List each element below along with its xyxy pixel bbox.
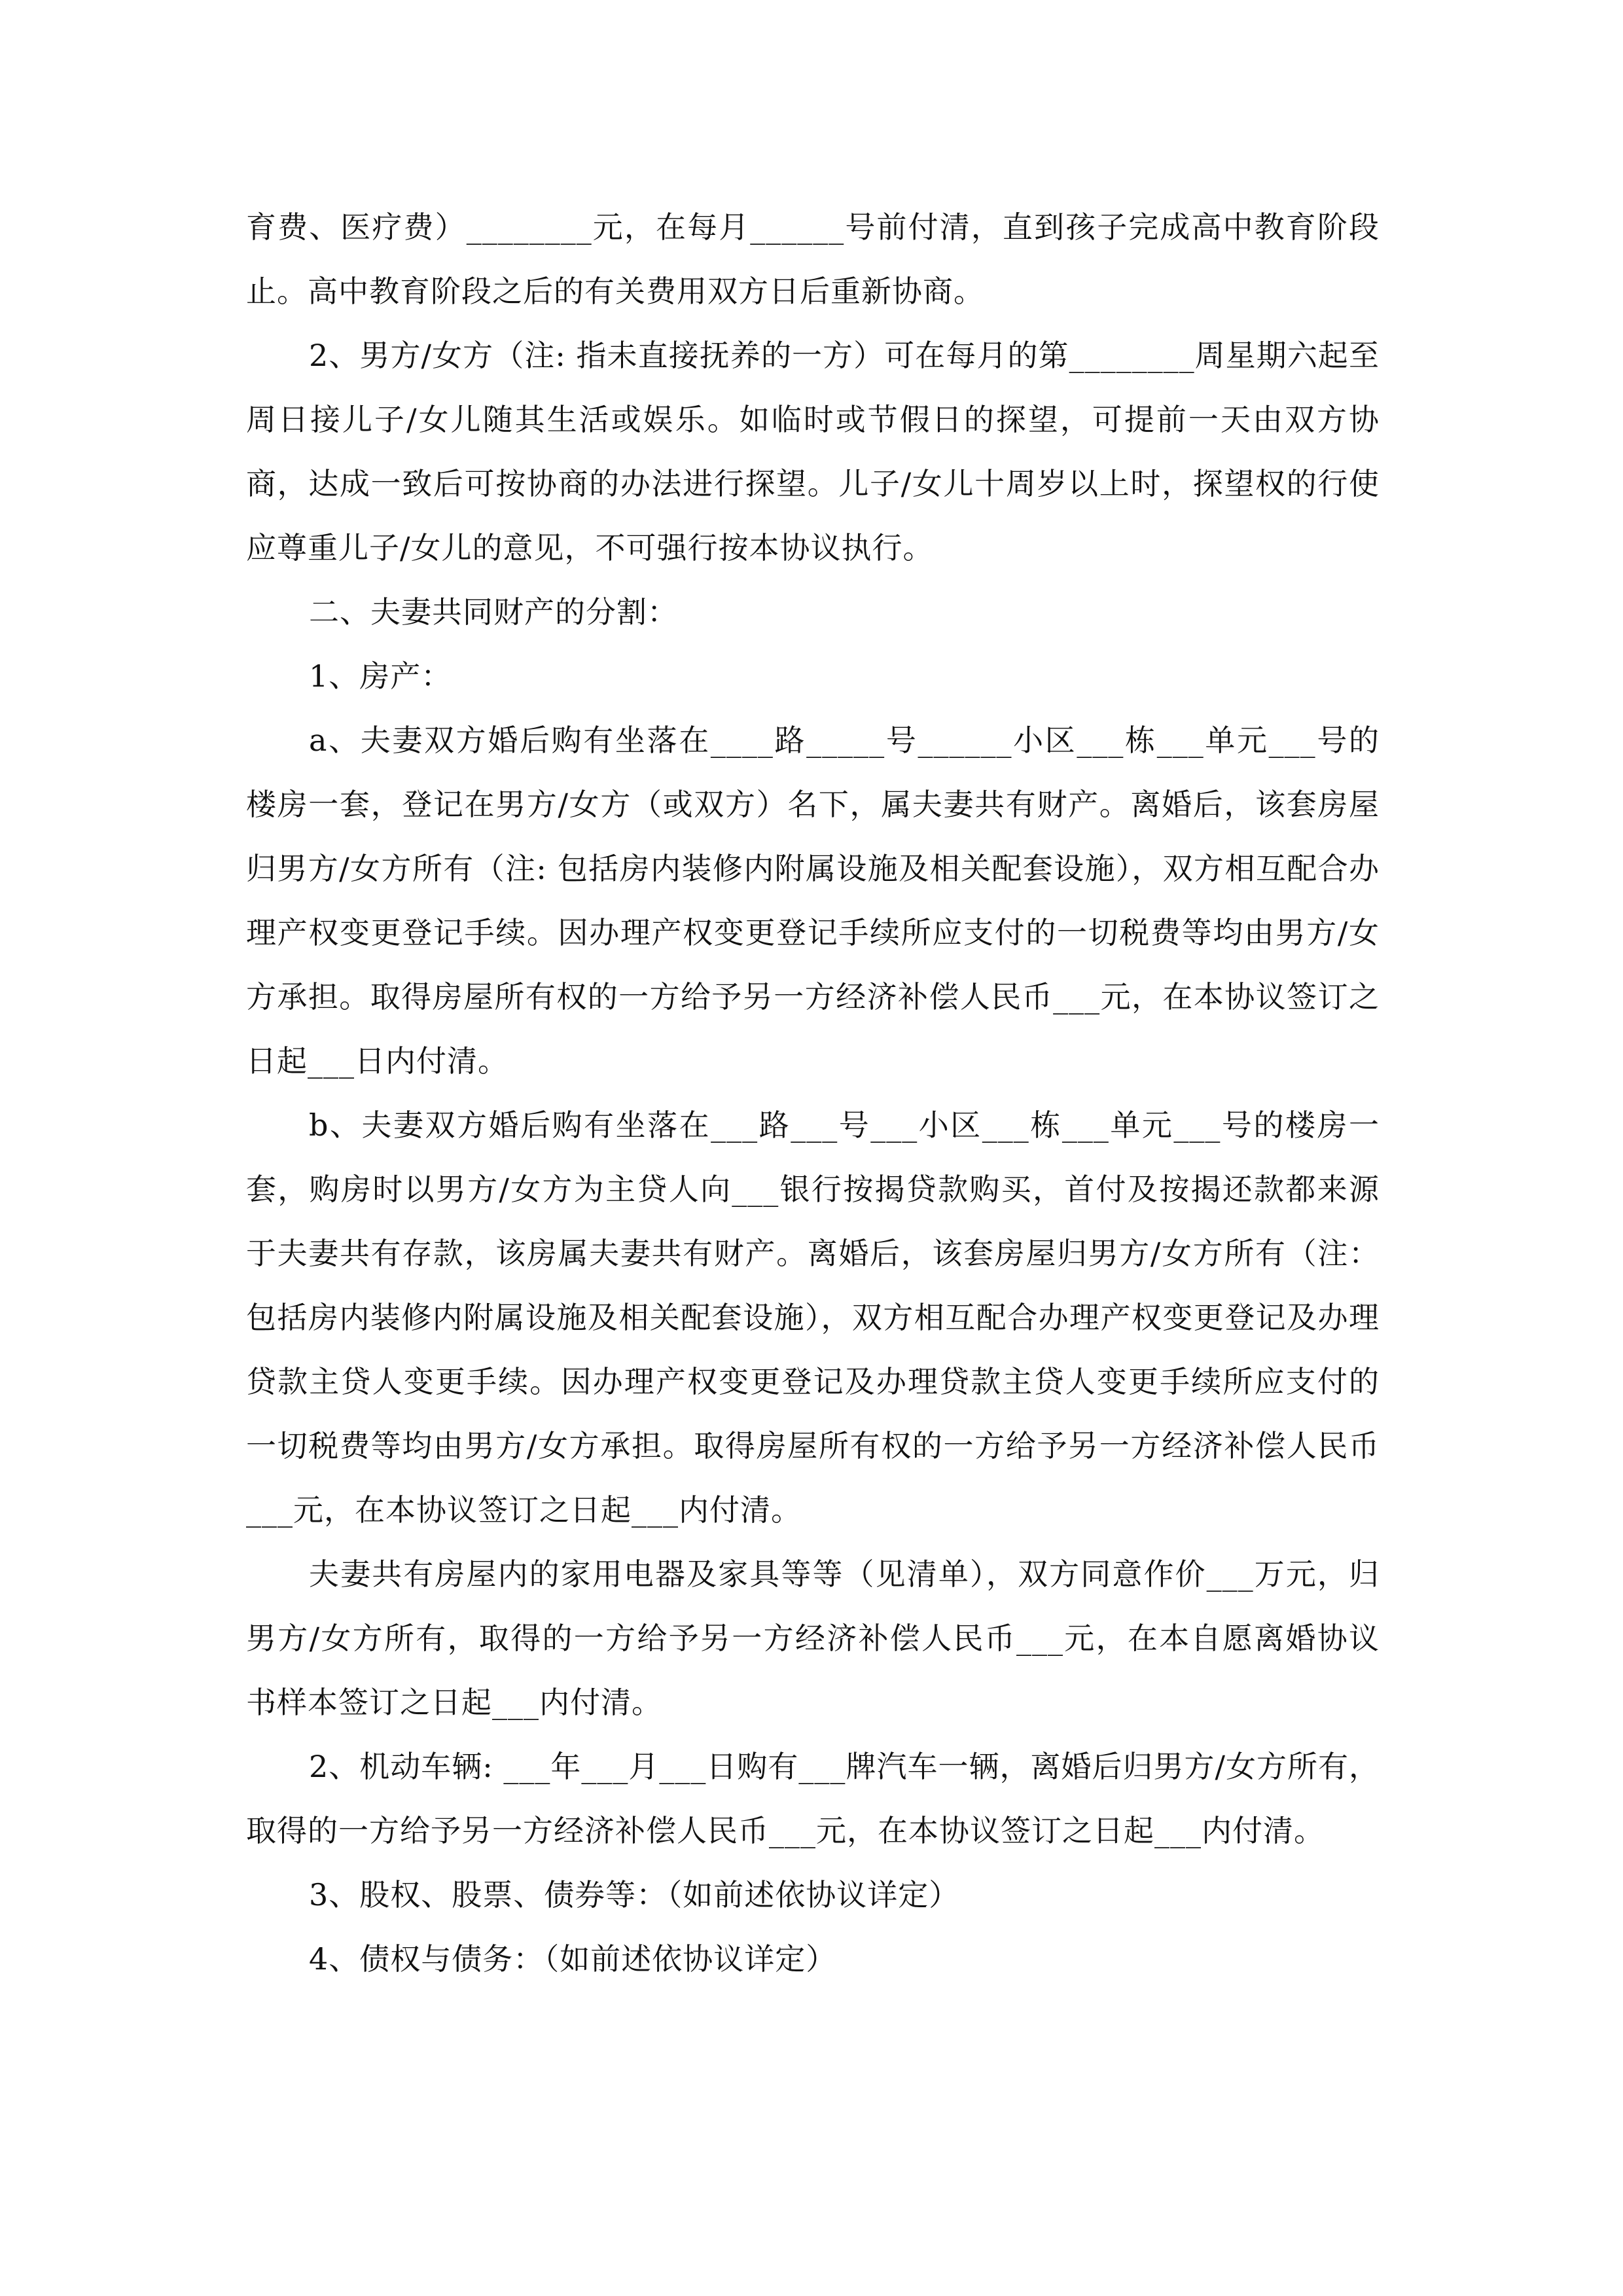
document-body — [246, 195, 1380, 1991]
paragraph-child-support-end: 育费、医疗费）________元，在每月______号前付清，直到孩子完成高中教育阶段止。高中教育阶段之后的有关费用双方日后重新协商。 — [246, 209, 1380, 309]
paragraph-house-a: a、夫妻双方婚后购有坐落在____路_____号______小区___栋___单元___号的楼房一套，登记在男方/女方（或双方）名下，属夫妻共有财产。离婚后，该套房屋归男方/女方所有（注: 包括房内装修内附属设施及相关配套设施），双方相互配合办理产权变更登记手续。因办理产权变更登记手续所应支付的一切税费等均由男方/女方承担。取得房屋所有权的一方给予另一方经济补偿人民币___元，在本协议签订之日起___日内付清。 — [246, 723, 1380, 1079]
subsection-heading-real-estate: 1、房产： — [309, 658, 452, 694]
paragraph-motor-vehicle: 2、机动车辆: ___年___月___日购有___牌汽车一辆，离婚后归男方/女方所有，取得的一方给予另一方经济补偿人民币___元，在本协议签订之日起___内付清。 — [246, 1749, 1380, 1848]
paragraph-claims-debts: 4、债权与债务：（如前述依协议详定） — [309, 1941, 837, 1977]
paragraph-appliances-furniture: 夫妻共有房屋内的家用电器及家具等等（见清单），双方同意作价___万元，归男方/女方所有，取得的一方给予另一方经济补偿人民币___元，在本自愿离婚协议书样本签订之日起___内付清。 — [246, 1556, 1380, 1720]
section-heading-property-division: 二、夫妻共同财产的分割： — [309, 594, 678, 630]
paragraph-visitation-rights: 2、男方/女方（注: 指未直接抚养的一方）可在每月的第________周星期六起至周日接儿子/女儿随其生活或娱乐。如临时或节假日的探望，可提前一天由双方协商，达成一致后可按协商的办法进行探望。儿子/女儿十周岁以上时，探望权的行使应尊重儿子/女儿的意见，不可强行按本协议执行。 — [246, 338, 1380, 565]
paragraph-house-b: b、夫妻双方婚后购有坐落在___路___号___小区___栋___单元___号的楼房一套，购房时以男方/女方为主贷人向___银行按揭贷款购买，首付及按揭还款都来源于夫妻共有存款，该房属夫妻共有财产。离婚后，该套房屋归男方/女方所有（注：包括房内装修内附属设施及相关配套设施），双方相互配合办理产权变更登记及办理贷款主贷人变更手续。因办理产权变更登记及办理贷款主贷人变更手续所应支付的一切税费等均由男方/女方承担。取得房屋所有权的一方给予另一方经济补偿人民币___元，在本协议签订之日起___内付清。 — [246, 1107, 1380, 1528]
paragraph-equity-stocks-bonds: 3、股权、股票、债券等：（如前述依协议详定） — [309, 1877, 960, 1912]
